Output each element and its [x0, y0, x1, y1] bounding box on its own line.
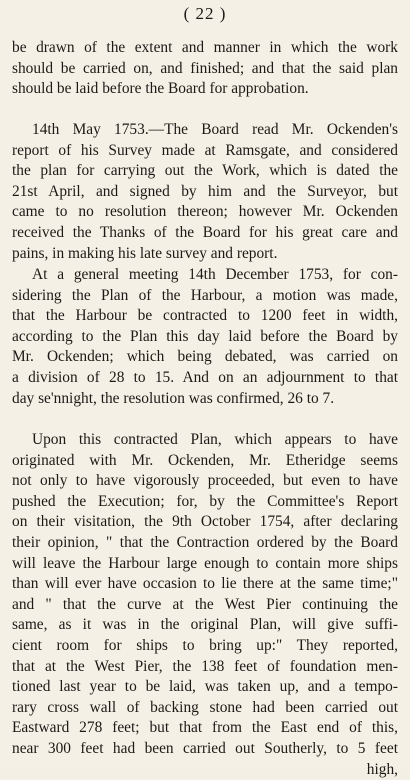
- text-line: be drawn of the extent and manner in which the work: [12, 38, 398, 59]
- text-line: Eastward 278 feet; but that from the East end of this,: [12, 718, 398, 739]
- text-line: came to no resolution thereon; however Mr. Ockenden: [12, 202, 398, 223]
- text-line: 21st April, and signed by him and the Surveyor, but: [12, 182, 398, 203]
- text-line: pushed the Execution; for, by the Committee's Report: [12, 492, 398, 513]
- text-line: Mr. Ockenden; which being debated, was carried on: [12, 347, 398, 368]
- paragraph-may-1753: [12, 120, 398, 264]
- text-line: should be laid before the Board for approbation.: [12, 79, 398, 100]
- text-line: 14th May 1753.—The Board read Mr. Ockenden's: [12, 120, 398, 141]
- text-line: near 300 feet had been carried out Southerly, to 5 feet: [12, 739, 398, 760]
- text-line: should be carried on, and finished; and that the said plan: [12, 59, 398, 80]
- text-line: not only to have vigorously proceeded, but even to have: [12, 471, 398, 492]
- text-line: Upon this contracted Plan, which appears to have: [12, 430, 398, 451]
- text-line: sidering the Plan of the Harbour, a motion was made,: [12, 286, 398, 307]
- text-line: the plan for carrying out the Work, which is dated the: [12, 161, 398, 182]
- text-line: day se'nnight, the resolution was confirmed, 26 to 7.: [12, 389, 398, 410]
- text-line: tioned last year to be laid, was taken up, and a tempo-: [12, 677, 398, 698]
- text-line: pains, in making his late survey and report.: [12, 244, 398, 265]
- text-line: than will ever have occasion to lie there at the same time;": [12, 574, 398, 595]
- text-line: received the Thanks of the Board for his great care and: [12, 223, 398, 244]
- paragraph-continuation: [12, 38, 398, 100]
- text-line: that at the West Pier, the 138 feet of foundation men-: [12, 657, 398, 678]
- text-line: rary cross wall of backing stone had been carried out: [12, 698, 398, 719]
- text-line: originated with Mr. Ockenden, Mr. Etheridge seems: [12, 451, 398, 472]
- text-line: cient room for ships to bring up:" They reported,: [12, 636, 398, 657]
- text-line: At a general meeting 14th December 1753, for con-: [12, 265, 398, 286]
- text-line: on their visitation, the 9th October 1754, after declaring: [12, 512, 398, 533]
- text-line: their opinion, " that the Contraction ordered by the Board: [12, 533, 398, 554]
- text-line: report of his Survey made at Ramsgate, and considered: [12, 141, 398, 162]
- paragraph-contracted-plan: [12, 430, 398, 780]
- text-line: same, as it was in the original Plan, will give suffi-: [12, 615, 398, 636]
- text-line: a division of 28 to 15. And on an adjournment to that: [12, 368, 398, 389]
- text-line: high,: [12, 760, 398, 780]
- page-number: ( 22 ): [0, 4, 410, 24]
- text-line: according to the Plan this day laid before the Board by: [12, 327, 398, 348]
- paragraph-december-1753: [12, 265, 398, 409]
- text-line: and " that the curve at the West Pier continuing the: [12, 595, 398, 616]
- text-line: will leave the Harbour large enough to contain more ships: [12, 554, 398, 575]
- text-line: that the Harbour be contracted to 1200 feet in width,: [12, 306, 398, 327]
